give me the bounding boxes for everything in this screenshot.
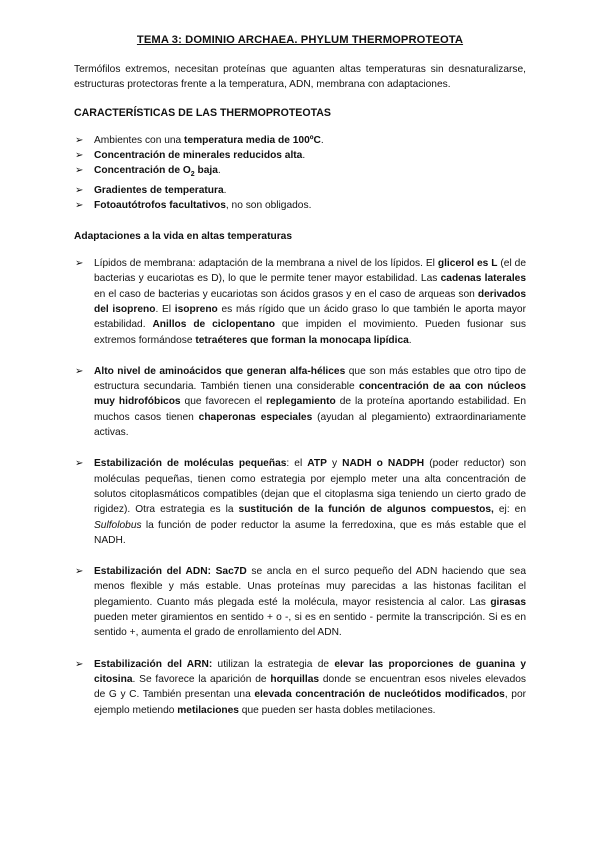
list-item: ➢ Ambientes con una temperatura media de 100ºC. <box>74 133 526 148</box>
text-run: ATP <box>307 458 327 470</box>
text-run: . <box>408 334 412 346</box>
text-run: pueden meter giramientos en sentido + o -, si es en sentido - permite la transcripción. Si es en sentido +, aumenta el grado de enrollamiento del ADN. <box>94 612 526 639</box>
text-run: la función de poder reductor la asume la ferredoxina, que es más estable que el NADH. <box>94 519 526 546</box>
text-run: (poder reductor) son moléculas pequeñas, tienen como estrategia por ejemplo meter una alta concentración de solutos citoplasmáticos compatibles (dejan que el citoplasma siga teniendo un cierto grado de rigidez). Otra estrategia es la <box>94 458 527 516</box>
list-item: ➢ Gradientes de temperatura. <box>74 183 526 198</box>
text-run: (ayudan al plegamiento) extraordinariamente activas. <box>94 411 526 439</box>
text-run: es más rígido que un ácido graso lo que también le aporta mayor estabilidad. <box>94 304 526 331</box>
arrow-bullet-icon: ➢ <box>75 658 84 670</box>
text-run: sustitución de la función de algunos compuestos, <box>238 504 494 516</box>
adaptation-item-5 <box>74 657 526 718</box>
list-item: ➢ Concentración de $O_2$ baja. <box>75 165 221 179</box>
arrow-bullet-icon: ➢ <box>75 184 84 196</box>
arrow-bullet-icon: ➢ <box>75 365 84 377</box>
text-run: de la proteína aportando estabilidad. En muchos casos tienen <box>94 396 526 423</box>
text-run: chaperonas especiales <box>198 411 313 423</box>
page-title: TEMA 3: DOMINIO ARCHAEA. PHYLUM THERMOPROTEOTA <box>136 34 464 46</box>
text-run: Estabilización del ARN: <box>94 658 213 670</box>
text-run: . Se favorece la aparición de <box>132 673 271 685</box>
text-run: Lípidos de membrana: adaptación de la membrana a nivel de los lípidos. El <box>94 258 438 270</box>
adaptation-item-3 <box>74 456 526 548</box>
text-run: NADH o NADPH <box>342 458 425 470</box>
text-run: elevada concentración de nucleótidos modificados <box>254 689 505 701</box>
text-run: que pueden ser hasta dobles metilaciones. <box>238 704 436 716</box>
text-run: que favorecen el <box>180 396 267 408</box>
text-run: elevar las proporciones de guanina y citosina <box>94 658 526 685</box>
text-run: donde se encuentran esos niveles elevados de G y C. También presentan una <box>94 673 527 701</box>
document-page <box>74 34 526 734</box>
text-run: y <box>326 458 343 470</box>
text-run: concentración de aa con núcleos muy hidrofóbicos <box>94 381 526 408</box>
arrow-bullet-icon: ➢ <box>75 165 84 177</box>
text-run: que impiden el movimiento. Pueden fusionar sus extremos formándose <box>94 319 527 346</box>
arrow-bullet-icon: ➢ <box>75 199 84 211</box>
text-run: en el caso de bacterias y eucariotas son ácidos grasos y en el caso de arqueas son <box>94 288 478 300</box>
text-run: replegamiento <box>266 396 336 408</box>
text-run: . El <box>155 304 175 315</box>
arrow-bullet-icon: ➢ <box>75 134 84 146</box>
text-run: cadenas laterales <box>440 273 527 285</box>
text-run: Anillos de ciclopentano <box>152 319 275 331</box>
adaptation-item-4 <box>74 564 526 640</box>
text-run: Estabilización de moléculas pequeñas <box>94 458 287 470</box>
text-run: derivados del isopreno <box>94 288 526 315</box>
text-run: glicerol es L <box>437 258 498 270</box>
list-item: ➢ Fotoautótrofos facultativos, no son obligados. <box>74 198 526 213</box>
text-run: Alto nivel de aminoácidos que generan alfa-hélices <box>94 365 346 377</box>
text-run: Sulfolobus <box>94 519 142 531</box>
text-run: metilaciones <box>177 704 239 716</box>
adaptation-item-1 <box>74 256 526 348</box>
intro-paragraph: Termófilos extremos, necesitan proteínas que aguanten altas temperaturas sin desnaturalizarse, estructuras protectoras frente a la temperatura, ADN, membrana con adaptaciones. <box>74 64 526 91</box>
text-run: se ancla en el surco pequeño del ADN haciendo que sea menos flexible y más estable. Unas proteínas muy parecidas a las histonas facilitan el plegamiento. Cuanto más plegada esté la molécula, mayor resistencia al calor. Las <box>94 566 526 608</box>
arrow-bullet-icon: ➢ <box>75 566 84 578</box>
text-run: ej: en <box>493 504 526 516</box>
text-run: (el de bacterias y eucariotas es D), lo que le permite tener mayor estabilidad. Las <box>94 258 526 285</box>
text-run: utilizan la estrategia de <box>212 658 335 670</box>
text-run: que son más estables que otro tipo de estructura secundaria. También tienen una considerable <box>94 365 526 393</box>
adaptation-item-2 <box>74 364 526 440</box>
list-item: ➢ Concentración de minerales reducidos alta. <box>74 148 526 163</box>
arrow-bullet-icon: ➢ <box>75 458 84 470</box>
text-run: tetraéteres que forman la monocapa lipídica <box>195 334 409 346</box>
section-heading-adaptations: Adaptaciones a la vida en altas temperaturas <box>74 231 292 243</box>
text-run: , por ejemplo metiendo <box>94 689 526 716</box>
arrow-bullet-icon: ➢ <box>75 149 84 161</box>
adaptations-list <box>74 256 526 718</box>
arrow-bullet-icon: ➢ <box>75 258 84 270</box>
text-run: horquillas <box>270 673 320 685</box>
text-run: girasas <box>490 596 526 608</box>
section-heading-characteristics: CARACTERÍSTICAS DE LAS THERMOPROTEOTAS <box>74 106 332 119</box>
text-run: : el <box>286 458 308 470</box>
text-run: isopreno <box>174 304 218 315</box>
characteristics-list <box>74 133 526 214</box>
text-run: Estabilización del ADN: Sac7D <box>94 566 247 578</box>
